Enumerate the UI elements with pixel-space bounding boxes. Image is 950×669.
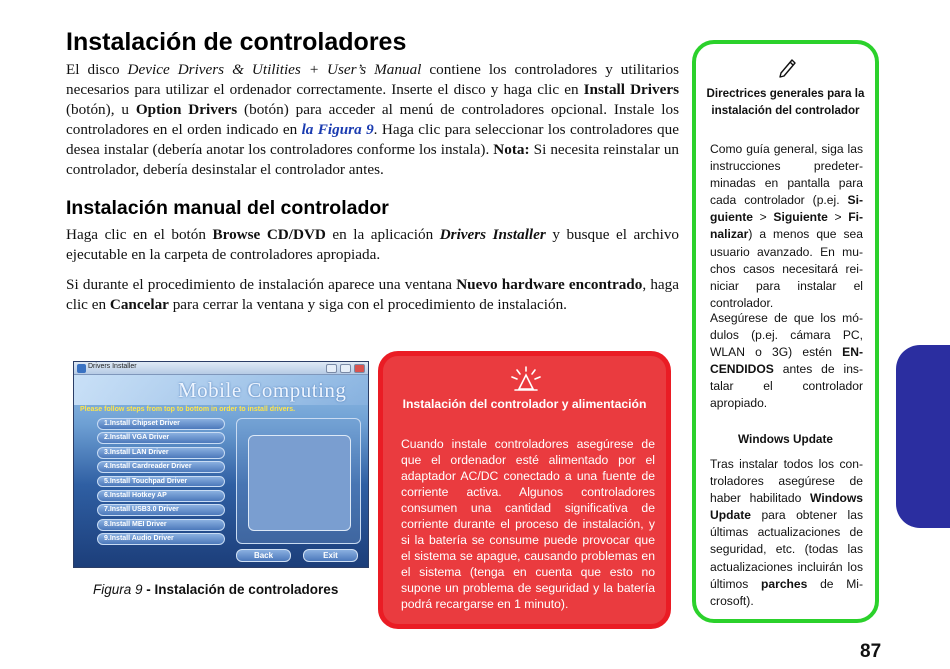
sidebar-paragraph-3 [710,456,863,610]
maximize-icon[interactable] [340,364,351,373]
warning-body: Cuando instale controladores asegúrese de que el ordenador esté alimentado por el adaptador AC/DC conectado a una fuente de corriente activa. Algunos controladores consumen una cantidad significativa de corriente durante el proceso de instalación, y si la batería se consume puede provocar que el sistema se apague, causando problemas en el sistema (tenga en cuenta que esto no supone un problema de seguridad y la batería podrá recargarse en 1 minuto). [401,437,655,611]
next-term: Siguiente [773,210,828,225]
wizard-paragraph [66,275,679,315]
note-label: Nota: [493,140,530,158]
info-panel-inner [248,435,351,531]
instruction-text: Please follow steps from top to bottom in order to install drivers. [80,406,296,413]
manual-text: y busque el archivo ejecutable en la carpeta de controladores apropiada. [66,226,680,263]
page-number: 87 [860,641,882,662]
section-heading: Instalación manual del controlador [66,197,389,219]
app-icon [77,364,86,373]
driver-button-audio[interactable]: 9.Install Audio Driver [97,533,225,545]
driver-button-touchpad[interactable]: 5.Install Touchpad Driver [97,476,225,488]
manual-text: Haga clic en el botón [66,226,213,243]
window-title: Drivers Installer [88,363,137,370]
wizard-text: para cerrar la ventana y siga con el procedimiento de instalación. [168,295,567,313]
info-panel [236,418,361,544]
back-button[interactable]: Back [236,549,291,562]
driver-button-cardreader[interactable]: 4.Install Cardreader Driver [97,461,225,473]
sidebar-title: Directrices generales para la instalación del controlador [706,87,865,117]
warning-title: Instalación del controlador y alimentación [402,397,647,411]
sidebar-text: Asegúrese de que los mó-dulos (p.ej. cámara PC, WLAN o 3G) estén [710,311,863,360]
caption-text: Instalación de controladores [154,582,339,597]
drivers-installer-screenshot [73,361,369,568]
sidebar-text: para obtener las últimas actualizaciones de seguridad, etc. (todas las actualizaciones incluirán los últimos [710,508,863,591]
sidebar-text: Tras instalar todos los con-troladores asegúrese de haber habilitado [710,457,863,506]
driver-button-hotkey[interactable]: 6.Install Hotkey AP [97,490,225,502]
figure-reference-link[interactable]: la Figura 9 [301,120,374,138]
sidebar-paragraph-2 [710,310,863,413]
minimize-icon[interactable] [326,364,337,373]
on-term: EN-CENDIDOS [710,345,863,377]
new-hardware-term: Nuevo hardware encontrado [456,276,643,293]
power-warning-icon [511,366,541,397]
sidebar-text: ) a menos que sea usuario avanzado. En mu-chos casos necesitará rei-niciar para instalar el controlador. [710,227,863,310]
logo-text: Mobile Computing [178,378,347,402]
windows-update-term: Windows Update [710,491,863,523]
finish-term: Fi-nalizar [710,210,863,242]
patches-term: parches [761,576,808,591]
figure-caption [93,582,338,597]
next-term: Si-guiente [710,193,863,225]
language-tab[interactable] [896,345,950,528]
intro-paragraph [66,60,679,179]
sidebar-text: Como guía general, siga las instrucciones predeter-minadas en pantalla para cada controlador (p.ej. [710,142,863,208]
product-name: Device Drivers & Utilities + User’s Manual [127,61,422,78]
power-warning-box [378,351,671,629]
caption-figure-number: Figura 9 [93,582,143,597]
separator-text: > [753,210,774,225]
driver-button-chipset[interactable]: 1.Install Chipset Driver [97,418,225,430]
cancel-term: Cancelar [109,295,169,313]
close-icon[interactable] [354,364,365,373]
intro-text: El disco [66,61,128,78]
driver-button-lan[interactable]: 3.Install LAN Driver [97,447,225,459]
sidebar-text: de Mi-crosoft). [710,576,863,608]
pencil-note-icon [776,56,798,83]
wizard-text: Si durante el procedimiento de instalación aparece una ventana [66,276,457,293]
wizard-text: , haga clic en [66,276,679,313]
manual-paragraph [66,225,679,265]
driver-button-vga[interactable]: 2.Install VGA Driver [97,432,225,444]
language-tab-label: Español [30,389,59,487]
intro-text: contiene los controladores y utilitarios necesarios para utilizar el ordenador correctamente. Inserte el disco y haga clic en [66,61,679,98]
manual-text: en la aplicación [325,226,440,243]
app-name: Drivers Installer [439,226,546,243]
sidebar-paragraph-1 [710,141,863,312]
separator-text: > [827,210,849,225]
driver-button-mei[interactable]: 8.Install MEI Driver [97,519,225,531]
language-tab-background [896,345,950,528]
page-title: Instalación de controladores [66,28,407,56]
intro-text: . Haga clic para seleccionar los controladores que desea instalar (debería anotar los controladores conforme los instala). [66,120,679,158]
intro-text: (botón), u [66,100,136,118]
exit-button[interactable]: Exit [303,549,358,562]
intro-text: (botón) para acceder al menú de controladores opcional. Instale los controladores en el orden indicado en [66,100,679,138]
driver-list [97,418,225,548]
windows-update-title: Windows Update [738,432,833,446]
intro-text: Si necesita reinstalar un controlador, debería desinstalar el controlador antes. [66,140,680,178]
driver-button-usb3[interactable]: 7.Install USB3.0 Driver [97,504,225,516]
window-titlebar [74,362,368,375]
install-drivers-term: Install Drivers [583,80,679,98]
browse-term: Browse CD/DVD [212,226,326,243]
guidelines-sidebar [692,40,879,623]
option-drivers-term: Option Drivers [135,100,238,118]
caption-separator: - [142,582,155,597]
sidebar-text: antes de ins-talar el controlador apropiado. [710,362,863,411]
